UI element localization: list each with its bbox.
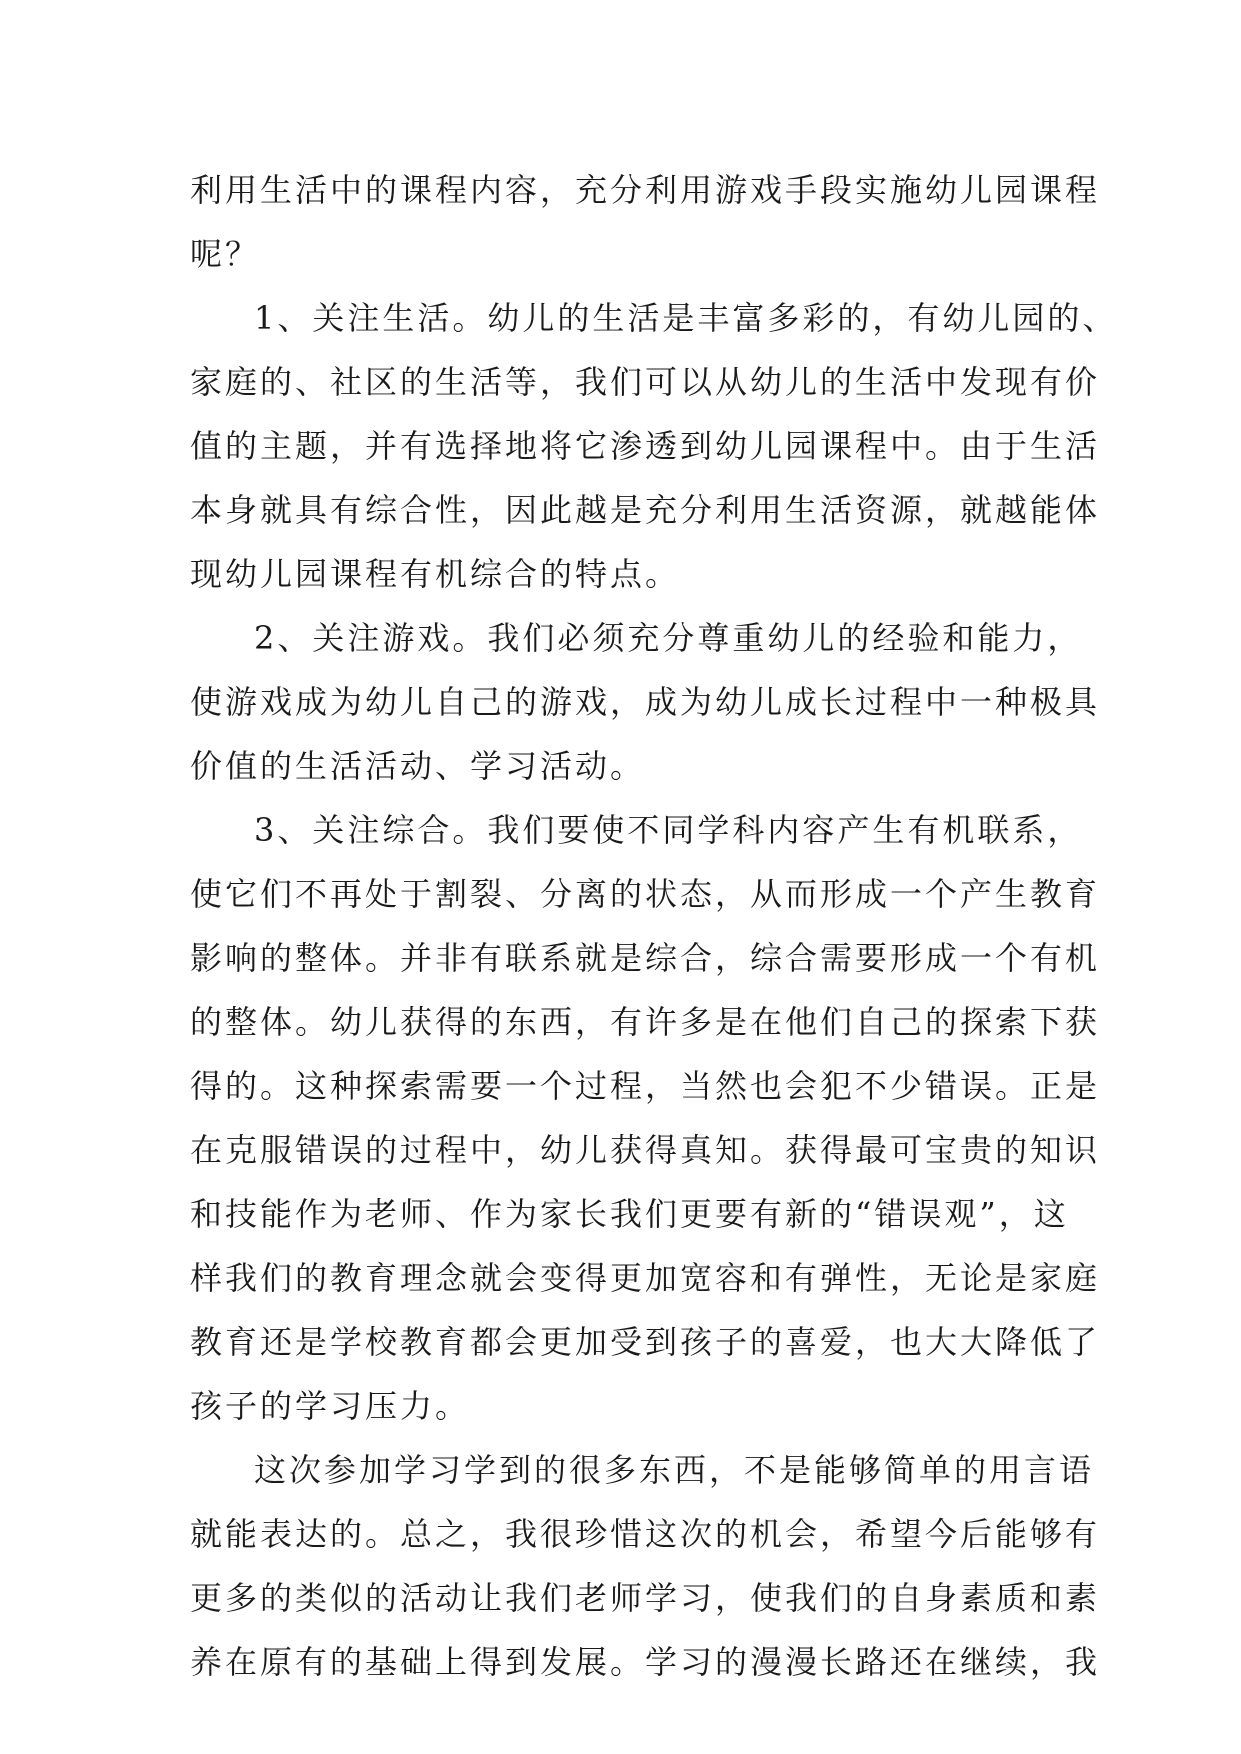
text-line: 呢？ — [190, 235, 261, 273]
text-line: 孩子的学习压力。 — [190, 1387, 471, 1425]
text-line: 现幼儿园课程有机综合的特点。 — [190, 555, 681, 593]
body-text — [190, 158, 1118, 1694]
text-line-indented: 3、关注综合。我们要使不同学科内容产生有机联系， — [254, 811, 1083, 849]
text-line: 使游戏成为幼儿自己的游戏，成为幼儿成长过程中一种极具 — [190, 683, 1101, 721]
text-line: 利用生活中的课程内容，充分利用游戏手段实施幼儿园课程 — [190, 171, 1101, 209]
text-line-indented: 1、关注生活。幼儿的生活是丰富多彩的，有幼儿园的、 — [254, 299, 1118, 337]
text-line-indented: 这次参加学习学到的很多东西，不是能够简单的用言语 — [254, 1451, 1095, 1489]
text-line: 影响的整体。并非有联系就是综合，综合需要形成一个有机 — [190, 939, 1101, 977]
text-line: 和技能作为老师、作为家长我们更要有新的“错误观”，这 — [190, 1195, 1069, 1233]
text-line: 就能表达的。总之，我很珍惜这次的机会，希望今后能够有 — [190, 1515, 1101, 1553]
text-line: 家庭的、社区的生活等，我们可以从幼儿的生活中发现有价 — [190, 363, 1101, 401]
text-line: 样我们的教育理念就会变得更加宽容和有弹性，无论是家庭 — [190, 1259, 1101, 1297]
text-line: 值的主题，并有选择地将它渗透到幼儿园课程中。由于生活 — [190, 427, 1101, 465]
text-line: 价值的生活活动、学习活动。 — [190, 747, 646, 785]
text-line: 得的。这种探索需要一个过程，当然也会犯不少错误。正是 — [190, 1067, 1101, 1105]
text-line: 本身就具有综合性，因此越是充分利用生活资源，就越能体 — [190, 491, 1101, 529]
text-line: 使它们不再处于割裂、分离的状态，从而形成一个产生教育 — [190, 875, 1101, 913]
text-line: 养在原有的基础上得到发展。学习的漫漫长路还在继续，我 — [190, 1643, 1101, 1681]
text-line: 在克服错误的过程中，幼儿获得真知。获得最可宝贵的知识 — [190, 1131, 1101, 1169]
text-line: 教育还是学校教育都会更加受到孩子的喜爱，也大大降低了 — [190, 1323, 1101, 1361]
text-line: 更多的类似的活动让我们老师学习，使我们的自身素质和素 — [190, 1579, 1101, 1617]
text-line: 的整体。幼儿获得的东西，有许多是在他们自己的探索下获 — [190, 1003, 1101, 1041]
text-line-indented: 2、关注游戏。我们必须充分尊重幼儿的经验和能力， — [254, 619, 1083, 657]
